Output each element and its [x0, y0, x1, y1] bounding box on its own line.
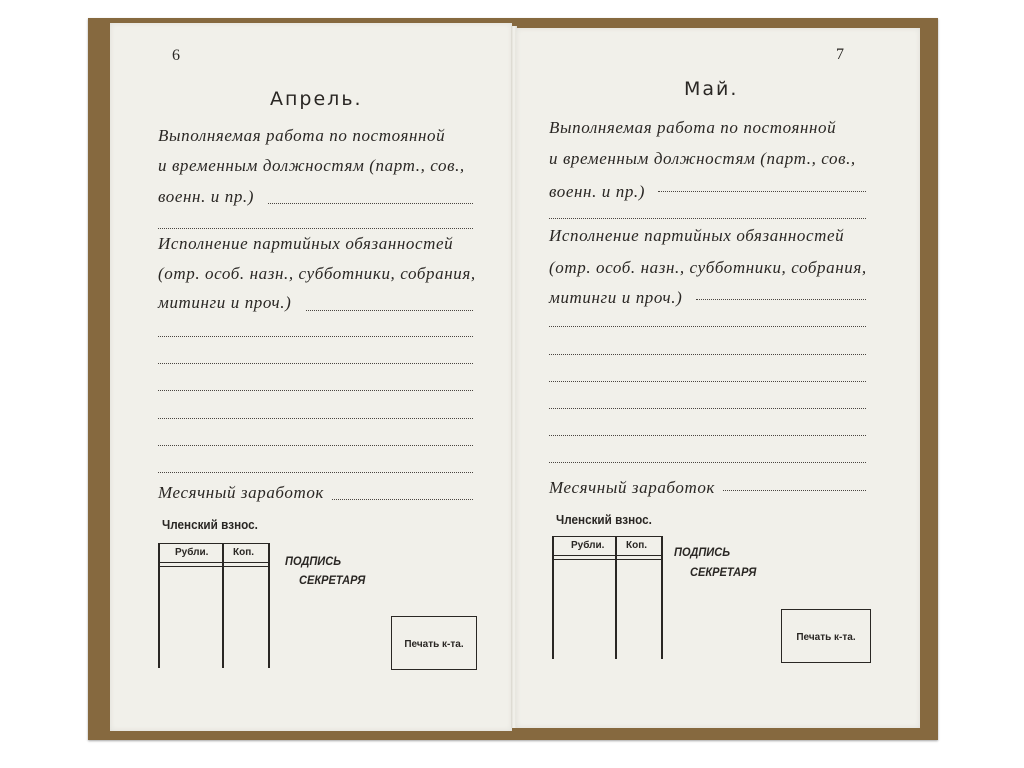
- duties-line-3: митинги и проч.): [158, 293, 292, 312]
- membership-fee-label: Членский взнос.: [556, 512, 652, 527]
- signature-label-1: ПОДПИСЬ: [285, 554, 342, 568]
- duties-entry-line[interactable]: [549, 408, 866, 409]
- signature-label-2: СЕКРЕТАРЯ: [299, 573, 366, 587]
- earnings-label: Месячный заработок: [549, 478, 715, 497]
- work-line-2: и временным должностям (парт., сов.,: [549, 149, 856, 168]
- duties-entry-line[interactable]: [158, 445, 473, 446]
- committee-stamp-box: [391, 616, 477, 670]
- duties-entry-line[interactable]: [549, 462, 866, 463]
- table-divider: [615, 537, 617, 659]
- signature-label-1: ПОДПИСЬ: [674, 545, 731, 559]
- column-rubles: Рубли.: [175, 547, 209, 558]
- duties-entry-line[interactable]: [696, 299, 866, 300]
- work-entry-line[interactable]: [268, 203, 473, 204]
- duties-line-2: (отр. особ. назн., субботники, собрания,: [549, 258, 867, 277]
- duties-entry-line[interactable]: [158, 418, 473, 419]
- duties-line-1: Исполнение партийных обязанностей: [549, 226, 845, 245]
- left-page: [110, 23, 512, 731]
- work-line-1: Выполняемая работа по постоянной: [158, 126, 446, 145]
- membership-fee-table: [552, 536, 663, 659]
- duties-line-2: (отр. особ. назн., субботники, собрания,: [158, 264, 476, 283]
- stamp-label: Печать к-та.: [796, 632, 856, 643]
- duties-entry-line[interactable]: [158, 390, 473, 391]
- earnings-entry-line[interactable]: [332, 499, 473, 500]
- duties-entry-line[interactable]: [158, 363, 473, 364]
- earnings-label: Месячный заработок: [158, 483, 324, 502]
- stamp-label: Печать к-та.: [404, 639, 464, 650]
- committee-stamp-box: [781, 609, 871, 663]
- membership-fee-table: [158, 543, 270, 668]
- table-divider: [222, 544, 224, 668]
- duties-entry-line[interactable]: [549, 326, 866, 327]
- work-line-3: военн. и пр.): [549, 182, 646, 201]
- signature-label-2: СЕКРЕТАРЯ: [690, 565, 757, 579]
- duties-line-1: Исполнение партийных обязанностей: [158, 234, 454, 253]
- work-entry-line[interactable]: [549, 218, 866, 219]
- page-number: 6: [172, 47, 180, 64]
- duties-entry-line[interactable]: [549, 381, 866, 382]
- work-entry-line[interactable]: [158, 228, 473, 229]
- column-rubles: Рубли.: [571, 540, 605, 551]
- membership-fee-label: Членский взнос.: [162, 517, 258, 532]
- column-kopecks: Коп.: [626, 540, 648, 551]
- duties-entry-line[interactable]: [549, 354, 866, 355]
- work-line-1: Выполняемая работа по постоянной: [549, 118, 837, 137]
- column-kopecks: Коп.: [233, 547, 255, 558]
- work-line-2: и временным должностям (парт., сов.,: [158, 156, 465, 175]
- duties-line-3: митинги и проч.): [549, 288, 683, 307]
- duties-entry-line[interactable]: [158, 472, 473, 473]
- earnings-entry-line[interactable]: [723, 490, 866, 491]
- work-entry-line[interactable]: [658, 191, 866, 192]
- right-page: [516, 28, 920, 728]
- month-title: Апрель.: [270, 88, 363, 110]
- duties-entry-line[interactable]: [158, 336, 473, 337]
- duties-entry-line[interactable]: [306, 310, 473, 311]
- month-title: Май.: [684, 78, 739, 100]
- page-number: 7: [836, 46, 844, 63]
- duties-entry-line[interactable]: [549, 435, 866, 436]
- work-line-3: военн. и пр.): [158, 187, 255, 206]
